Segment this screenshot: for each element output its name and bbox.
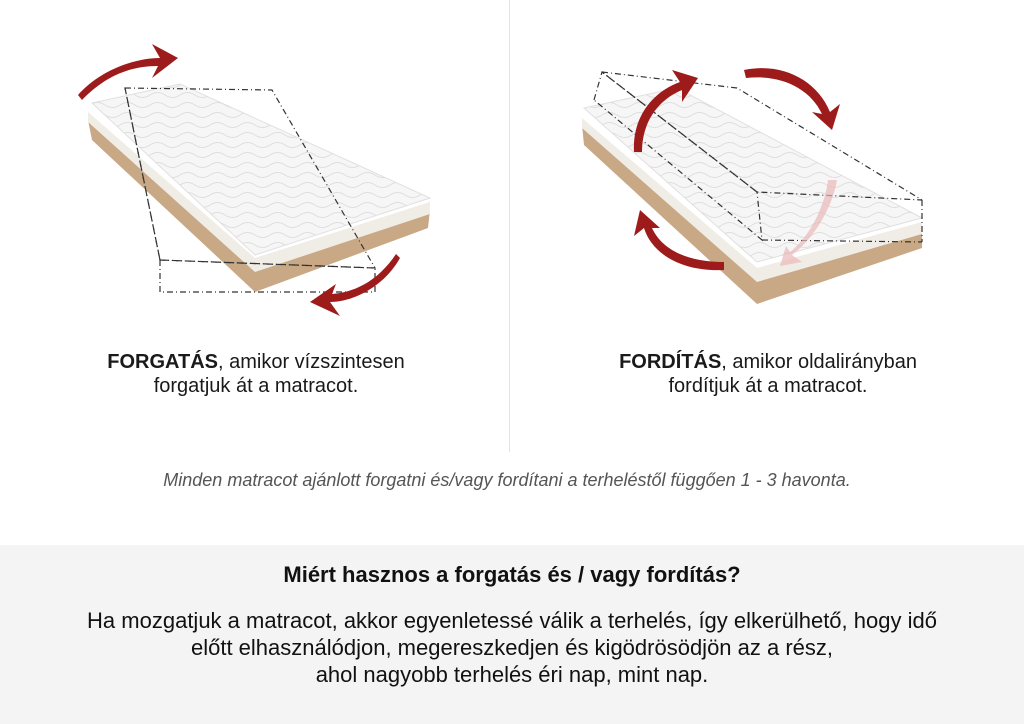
rotation-mattress-illustration bbox=[0, 0, 512, 340]
flip-line2: fordítjuk át a matracot. bbox=[668, 375, 868, 397]
rotation-title-rest: , amikor vízszintesen bbox=[218, 351, 405, 373]
flip-mattress-illustration bbox=[512, 0, 1024, 340]
flip-caption bbox=[512, 350, 1024, 398]
benefit-line: előtt elhasználódjon, megereszkedjen és kigödrösödjön az a rész, bbox=[190, 635, 834, 660]
flip-title: FORDÍTÁS bbox=[619, 351, 722, 373]
flip-title-rest: , amikor oldalirányban bbox=[721, 351, 917, 373]
rotation-line2: forgatjuk át a matracot. bbox=[153, 375, 359, 397]
benefit-body bbox=[0, 607, 1024, 688]
frequency-note: Minden matracot ajánlott forgatni és/vagy fordítani a terheléstől függően 1 - 3 havonta. bbox=[163, 470, 851, 490]
benefit-section bbox=[0, 545, 1024, 724]
flip-panel bbox=[512, 0, 1024, 450]
mattress-left bbox=[88, 84, 430, 292]
rotation-caption bbox=[0, 350, 512, 398]
benefit-line: ahol nagyobb terhelés éri nap, mint nap. bbox=[315, 662, 709, 687]
rotation-title: FORGATÁS bbox=[107, 351, 218, 373]
benefit-line: Ha mozgatjuk a matracot, akkor egyenletessé válik a terhelés, így elkerülhető, hogy idő bbox=[87, 608, 937, 633]
benefit-heading: Miért hasznos a forgatás és / vagy fordítás? bbox=[283, 562, 741, 587]
mattress-right bbox=[582, 88, 922, 304]
rotation-panel bbox=[0, 0, 512, 450]
